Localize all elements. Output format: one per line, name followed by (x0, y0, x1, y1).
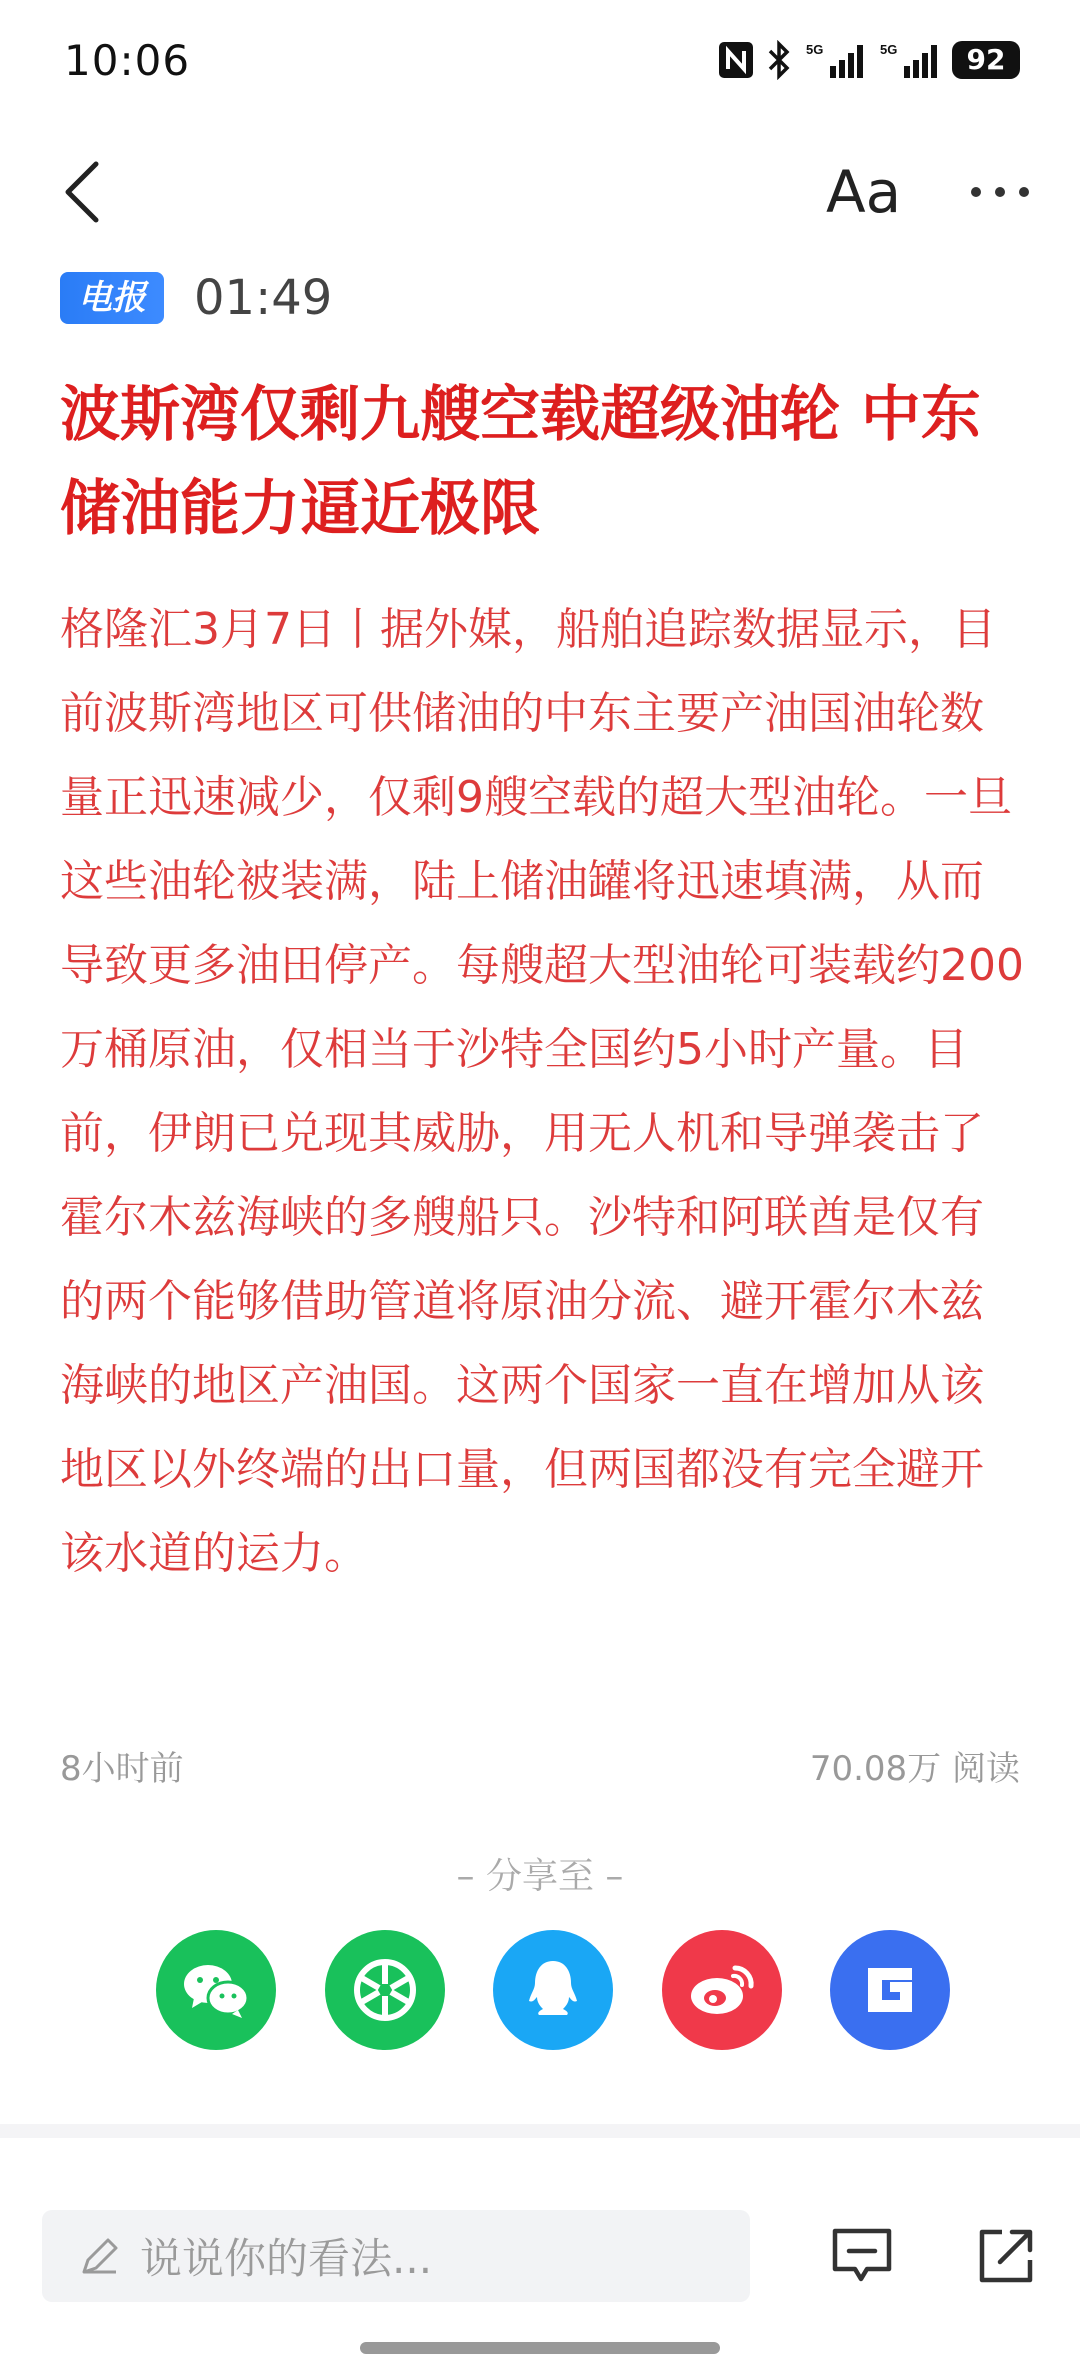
publish-time: 01:49 (194, 270, 333, 326)
share-label: – 分享至 – (456, 1856, 624, 1897)
status-icons (718, 40, 1020, 80)
article-stats (60, 1740, 1020, 1790)
signal-5g-icon (878, 40, 940, 80)
gelonghui-logo-icon (860, 1960, 920, 2020)
telegraph-badge: 电报 (60, 272, 164, 324)
status-bar (0, 0, 1080, 120)
read-count: 70.08万 (809, 1748, 942, 1789)
comments-button[interactable] (822, 2216, 902, 2296)
wechat-icon (180, 1960, 252, 2020)
read-label: 阅读 (952, 1748, 1020, 1789)
comment-placeholder: 说说你的看法... (140, 2234, 433, 2283)
read-count-group (810, 1741, 1020, 1790)
share-button[interactable] (966, 2216, 1046, 2296)
article-toolbar (0, 150, 1080, 250)
back-arrow-icon (62, 160, 102, 224)
status-time: 10:06 (64, 36, 191, 85)
share-arrow-icon (974, 2224, 1038, 2288)
bluetooth-icon (766, 40, 792, 80)
nfc-icon (718, 41, 754, 79)
more-options-button[interactable] (960, 150, 1040, 234)
posted-ago: 8小时前 (60, 1748, 184, 1789)
article-body: 格隆汇3月7日丨据外媒，船舶追踪数据显示，目前波斯湾地区可供储油的中东主要产油国油轮数量正迅速减少，仅剩9艘空载的超大型油轮。一旦这些油轮被装满，陆上储油罐将迅速填满，从而导致更多油田停产。每艘超大型油轮可装载约200万桶原油，仅相当于沙特全国约5小时产量。目前，伊朗已兑现其威胁，用无人机和导弹袭击了霍尔木兹海峡的多艘船只。沙特和阿联酋是仅有的两个能够借助管道将原油分流、避开霍尔木兹海峡的地区产油国。这两个国家一直在增加从该地区以外终端的出口量，但两国都没有完全避开该水道的运力。 (60, 604, 1024, 1579)
article-title: 波斯湾仅剩九艘空载超级油轮 中东储油能力逼近极限 (60, 380, 981, 544)
share-weibo-button[interactable] (662, 1930, 782, 2050)
article-meta (60, 268, 332, 328)
pen-icon (78, 2234, 122, 2278)
share-gelonghui-button[interactable] (830, 1930, 950, 2050)
weibo-icon (687, 1962, 757, 2018)
signal-5g-icon (804, 40, 866, 80)
more-dots-icon (968, 184, 1032, 200)
signal-5g-label-2: 5G (880, 42, 898, 57)
share-buttons (156, 1930, 950, 2050)
comment-input[interactable] (42, 2210, 750, 2302)
moments-aperture-icon (352, 1957, 418, 2023)
section-divider (0, 2124, 1080, 2138)
share-wechat-button[interactable] (156, 1930, 276, 2050)
back-button[interactable] (52, 150, 112, 234)
comment-bubble-icon (829, 2225, 895, 2287)
signal-5g-label-1: 5G (806, 42, 824, 57)
home-indicator[interactable] (360, 2342, 720, 2354)
battery-indicator: 92 (952, 41, 1020, 79)
share-moments-button[interactable] (325, 1930, 445, 2050)
share-qq-button[interactable] (493, 1930, 613, 2050)
qq-penguin-icon (525, 1957, 581, 2023)
font-size-button[interactable]: Aa (826, 158, 902, 226)
